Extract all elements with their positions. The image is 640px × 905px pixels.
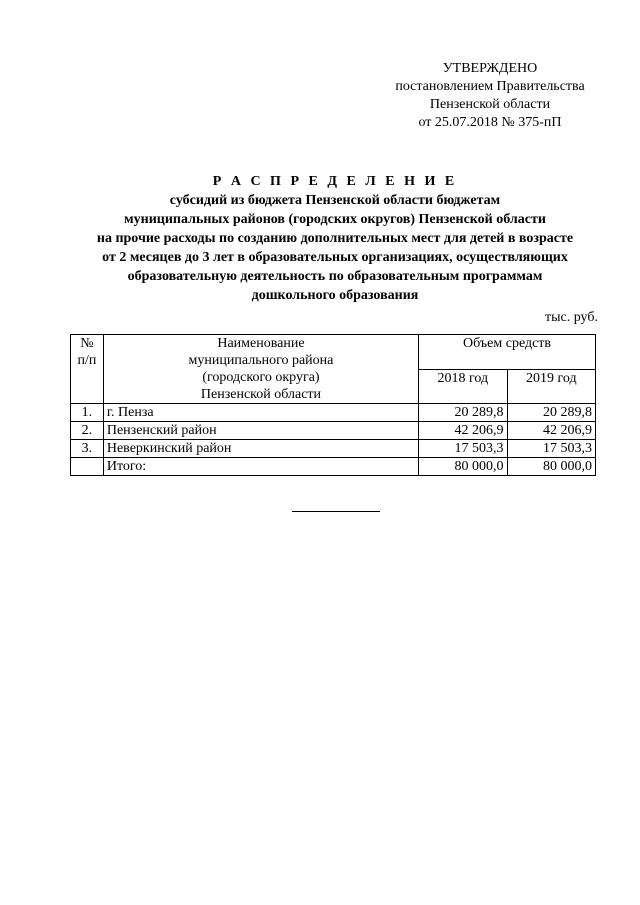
row-number: 2. <box>71 422 104 440</box>
distribution-table <box>70 334 596 476</box>
header-name-cell <box>103 335 418 404</box>
row-number: 1. <box>71 404 104 422</box>
row-value-2018: 20 289,8 <box>419 404 507 422</box>
approval-region: Пензенской области <box>429 97 551 112</box>
header-name-line: (городского округа) <box>202 370 320 385</box>
row-value-2018: 42 206,9 <box>419 422 507 440</box>
approval-stamp <box>380 60 600 132</box>
header-number-pp: п/п <box>77 353 97 368</box>
header-year-2019: 2019 год <box>507 369 595 404</box>
row-value-2019: 17 503,3 <box>507 440 595 458</box>
table-row <box>71 404 596 422</box>
total-label: Итого: <box>103 458 418 476</box>
header-year-2018: 2018 год <box>419 369 507 404</box>
row-name: г. Пенза <box>103 404 418 422</box>
row-value-2019: 20 289,8 <box>507 404 595 422</box>
table-row <box>71 422 596 440</box>
document-title: Р А С П Р Е Д Е Л Е Н И Е <box>212 174 458 189</box>
row-value-2019: 42 206,9 <box>507 422 595 440</box>
row-name: Пензенский район <box>103 422 418 440</box>
total-value-2018: 80 000,0 <box>419 458 507 476</box>
approval-decree: постановлением Правительства <box>395 79 585 94</box>
heading-line: от 2 месяцев до 3 лет в образовательных организациях, осуществляющих <box>102 250 568 265</box>
approval-date-number: от 25.07.2018 № 375-пП <box>418 115 562 130</box>
heading-line: образовательную деятельность по образовательным программам <box>127 269 543 284</box>
heading-line: муниципальных районов (городских округов) Пензенской области <box>124 212 546 227</box>
table-total-row <box>71 458 596 476</box>
row-name: Неверкинский район <box>103 440 418 458</box>
header-number-symbol: № <box>80 336 94 351</box>
total-value-2019: 80 000,0 <box>507 458 595 476</box>
heading-line: субсидий из бюджета Пензенской области бюджетам <box>169 193 501 208</box>
row-number: 3. <box>71 440 104 458</box>
units-label: тыс. руб. <box>545 310 598 325</box>
end-divider <box>292 511 380 512</box>
total-number-cell <box>71 458 104 476</box>
header-name-line: Пензенской области <box>200 387 322 402</box>
header-name-line: муниципального района <box>188 353 334 368</box>
approval-title: УТВЕРЖДЕНО <box>442 61 538 76</box>
header-number-cell <box>71 335 104 404</box>
header-name-line: Наименование <box>217 336 305 351</box>
heading-line: на прочие расходы по созданию дополнительных мест для детей в возрасте <box>96 231 574 246</box>
header-funds-cell: Объем средств <box>419 335 596 370</box>
document-heading <box>60 172 610 305</box>
row-value-2018: 17 503,3 <box>419 440 507 458</box>
table-row <box>71 440 596 458</box>
table-header-row <box>71 335 596 370</box>
heading-line: дошкольного образования <box>251 288 419 303</box>
